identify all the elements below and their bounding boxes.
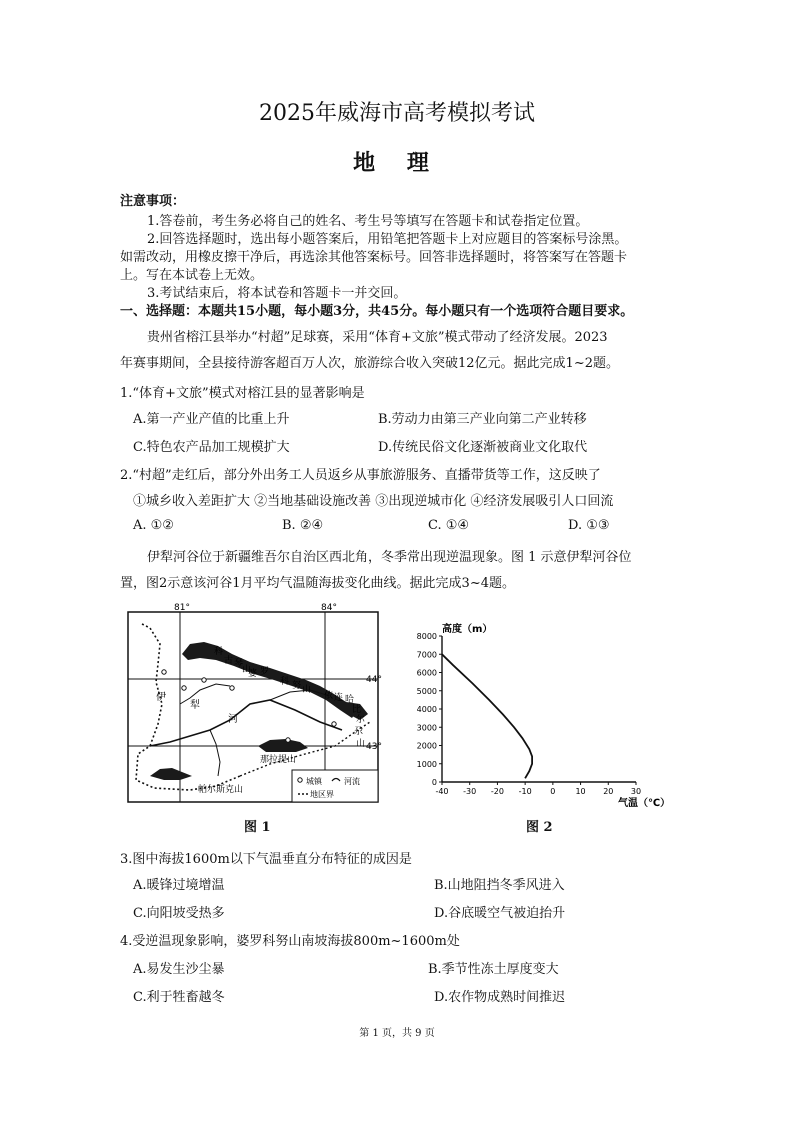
q4-option-b: B.季节性冻土厚度变大 (428, 962, 559, 977)
notice-heading: 注意事项： (120, 194, 186, 209)
chart-y-tick-label: 8000 (416, 632, 437, 641)
town-marker (182, 686, 186, 690)
chart-x-tick-label: -30 (463, 787, 477, 796)
mtn-label-bi: 比 (352, 705, 362, 715)
town-marker (286, 738, 290, 742)
lat-label-44: 44° (366, 675, 382, 685)
q2-option-a: A. ①② (133, 518, 174, 533)
chart-x-tick-label: -40 (435, 787, 449, 796)
q3-option-c: C.向阳坡受热多 (133, 906, 225, 921)
passage-2-line1: 伊犁河谷位于新疆维吾尔自治区西北角，冬季常出现逆温现象。图 1 示意伊犁河谷位 (147, 550, 632, 565)
chart-x-tick-label: 30 (630, 787, 642, 796)
q1-stem: 1.“体育+文旅”模式对榕江县的显著影响是 (120, 386, 365, 401)
q1-option-d: D.传统民俗文化逐渐被商业文化取代 (378, 440, 588, 455)
chart-y-tick-label: 6000 (416, 668, 437, 678)
passage-1-line1: 贵州省榕江县举办“村超”足球赛，采用“体育+文旅”模式带动了经济发展。2023 (147, 330, 608, 345)
q4-option-a: A.易发生沙尘暴 (133, 962, 225, 977)
chart-x-tick-label: -20 (490, 787, 504, 796)
mtn-label-shan2: 山 (302, 685, 312, 695)
mtn-label-lian: 连 (334, 693, 344, 703)
lat-label-43: 43° (366, 742, 382, 752)
mountain-paerskeshan (150, 768, 192, 780)
chart-y-tick-label: 5000 (416, 686, 437, 696)
mtn-label-po: 婆 (248, 669, 258, 679)
region-label-li: 犁 (190, 700, 200, 711)
chart-y-tick-label: 7000 (416, 650, 437, 660)
legend-town: 城镇 (306, 777, 322, 786)
town-marker (332, 722, 336, 726)
chart-x-tick-label: -10 (518, 787, 532, 796)
mountain-ridge-north (182, 642, 356, 718)
page-footer: 第 1 页，共 9 页 (359, 1028, 435, 1039)
chart-x-tick-label: 20 (603, 787, 614, 796)
exam-title: 2025年威海市高考模拟考试 (259, 101, 535, 126)
q2-option-c: C. ①④ (428, 518, 470, 533)
town-marker (230, 686, 234, 690)
mtn-label-er: 尔 (356, 715, 366, 725)
q2-stem: 2.“村超”走红后，部分外出务工人员返乡从事旅游服务、直播带货等工作，这反映了 (120, 468, 601, 483)
region-label-he: 河 (228, 714, 238, 725)
mtn-label-nu: 努 (292, 681, 302, 691)
lon-label-81: 81° (174, 603, 190, 613)
chart-y-tick-label: 1000 (416, 759, 437, 769)
q3-stem: 3.图中海拔1600m以下气温垂直分布特征的成因是 (120, 852, 412, 867)
notice-item-1: 1.答卷前，考生务必将自己的姓名、考生号等填写在答题卡和试卷指定位置。 (147, 214, 589, 229)
q2-option-d: D. ①③ (568, 518, 610, 533)
figure-1-caption: 图 1 (244, 820, 271, 835)
figure-1-map (120, 604, 388, 804)
legend-town-icon (298, 778, 302, 782)
chart-y-tick-label: 4000 (416, 705, 437, 714)
notice-item-2-line3: 上。写在本试卷上无效。 (120, 268, 264, 283)
chart-x-tick-label: 0 (550, 787, 556, 796)
q3-option-d: D.谷底暖空气被迫抬升 (434, 906, 566, 921)
river-tributary-2 (210, 730, 220, 776)
q4-stem: 4.受逆温现象影响，婆罗科努山南坡海拔800m~1600m处 (120, 934, 460, 949)
legend-river: 河流 (344, 777, 360, 786)
river-tributary-1 (180, 684, 230, 704)
chart-x-tick-label: 10 (575, 787, 586, 796)
chart-y-tick-label: 2000 (416, 741, 437, 751)
chart-x-axis-label: 气温（℃） (618, 798, 671, 809)
q2-items: ①城乡收入差距扩大 ②当地基础设施改善 ③出现逆城市化 ④经济发展吸引人口回流 (133, 494, 614, 509)
mtn-label-gu: 古 (224, 656, 234, 666)
notice-item-3: 3.考试结束后，将本试卷和答题卡一并交回。 (147, 286, 407, 301)
mtn-label-shan1: 山 (242, 665, 252, 675)
mtn-label-ke: 科 (214, 647, 224, 657)
notice-item-2-line1: 2.回答选择题时，选出每小题答案后，用铅笔把答题卡上对应题目的答案标号涂黑。 (147, 232, 628, 247)
q1-option-c: C.特色农产品加工规模扩大 (133, 440, 290, 455)
map-legend (292, 770, 378, 802)
mtn-label-ha: 哈 (345, 695, 355, 705)
town-marker (162, 670, 166, 674)
mtn-label-paerskeshan: 帕尔斯克山 (198, 785, 244, 795)
q1-option-b: B.劳动力由第三产业向第二产业转移 (378, 412, 587, 427)
mtn-label-qin: 琴 (234, 659, 244, 669)
passage-2-line2: 置，图2示意该河谷1月平均气温随海拔变化曲线。据此完成3~4题。 (120, 576, 515, 591)
chart-y-tick-label: 0 (431, 778, 437, 787)
lon-label-84: 84° (321, 603, 337, 613)
subject-title: 地 理 (353, 150, 441, 176)
q1-option-a: A.第一产业产值的比重上升 (133, 412, 290, 427)
chart-y-tick-label: 3000 (416, 723, 437, 733)
q3-option-b: B.山地阻挡冬季风进入 (434, 878, 565, 893)
notice-item-2-line2: 如需改动，用橡皮擦干净后，再选涂其他答案标号。回答非选择题时，将答案写在答题卡 (120, 250, 628, 265)
river-yili (150, 700, 342, 746)
mtn-label-shan3: 山 (356, 739, 366, 749)
mtn-label-ga: 尕 (354, 727, 364, 737)
q3-option-a: A.暖锋过境增温 (133, 878, 225, 893)
section-1-heading: 一、选择题：本题共15小题，每小题3分，共45分。每小题只有一个选项符合题目要求。 (120, 304, 634, 319)
chart-y-axis-label: 高度（m） (442, 624, 493, 635)
series-line-january-temperature (442, 654, 532, 778)
legend-boundary: 地区界 (310, 790, 334, 799)
q4-option-c: C.利于牲畜越冬 (133, 990, 225, 1005)
mtn-label-nalati: 那拉提山 (260, 755, 297, 765)
region-label-yi: 伊 (156, 692, 166, 703)
figure-2-chart (400, 618, 671, 818)
q4-option-d: D.农作物成熟时间推迟 (434, 990, 566, 1005)
mtn-label-luo: 罗 (260, 667, 270, 677)
mtn-label-ke2: 科 (280, 677, 290, 687)
mountain-nalati (258, 739, 308, 752)
figure-2-caption: 图 2 (526, 820, 553, 835)
passage-1-line2: 年赛事期间，全县接待游客超百万人次，旅游综合收入突破12亿元。据此完成1~2题。 (120, 356, 619, 371)
mtn-label-yi: 依 (324, 691, 334, 701)
town-marker (202, 678, 206, 682)
q2-option-b: B. ②④ (282, 518, 324, 533)
